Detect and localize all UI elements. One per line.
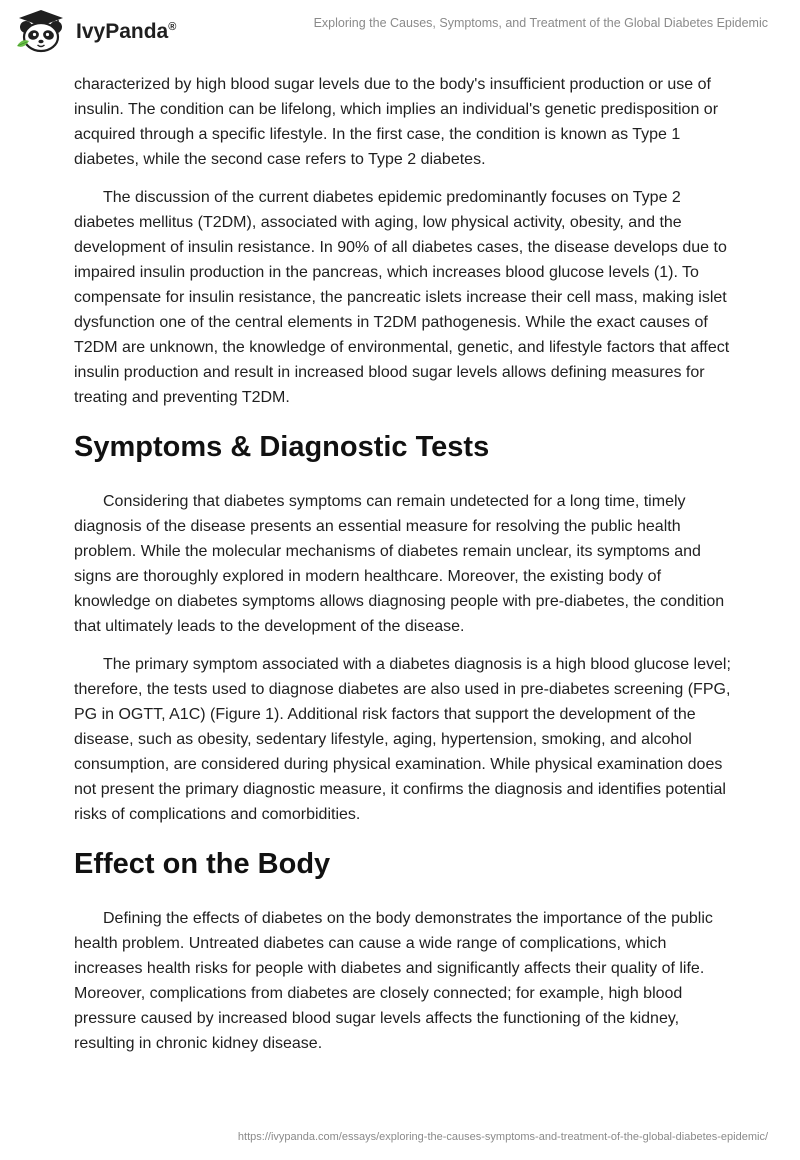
panda-graduate-icon [14, 8, 68, 54]
document-title: Exploring the Causes, Symptoms, and Treatment of the Global Diabetes Epidemic [313, 16, 768, 30]
paragraph-continuation: characterized by high blood sugar levels due to the body's insufficient production or use of insulin. The condition can be lifelong, which implies an individual's genetic predisposition or acquired through a specific lifestyle. In the first case, the condition is known as Type 1 diabetes, while the second case refers to Type 2 diabetes. [74, 76, 719, 168]
essay-content [74, 72, 734, 1056]
registered-mark: ® [168, 21, 177, 33]
paragraph-symptoms: Considering that diabetes symptoms can remain undetected for a long time, timely diagnosis of the disease presents an essential measure for resolving the public health problem. While the molecular mechanisms of diabetes remain unclear, its symptoms and signs are thoroughly explored in modern healthcare. Moreover, the existing body of knowledge on diabetes symptoms allows diagnosing people with pre-diabetes, the condition that ultimately leads to the development of the disease. [74, 493, 725, 635]
page-header [0, 0, 800, 60]
paragraph-t2dm: The discussion of the current diabetes epidemic predominantly focuses on Type 2 diabetes mellitus (T2DM), associated with aging, low physical activity, obesity, and the development of insulin resistance. In 90% of all diabetes cases, the disease develops due to impaired insulin production in the pancreas, which increases blood glucose levels (1). To compensate for insulin resistance, the pancreatic islets increase their cell mass, making islet dysfunction one of the central elements in T2DM pathogenesis. While the exact causes of T2DM are unknown, the knowledge of environmental, genetic, and lifestyle factors that affect insulin production and result in increased blood sugar levels allows defining measures for treating and preventing T2DM. [74, 189, 730, 406]
heading-symptoms-diagnostic-tests: Symptoms & Diagnostic Tests [74, 431, 490, 463]
heading-effect-on-body: Effect on the Body [74, 848, 331, 880]
ivypanda-logo[interactable] [14, 8, 176, 54]
paragraph-effects: Defining the effects of diabetes on the body demonstrates the importance of the public health problem. Untreated diabetes can cause a wide range of complications, which increases health risks for people with diabetes and significantly affects their quality of life. Moreover, complications from diabetes are closely connected; for example, high blood pressure caused by increased blood sugar levels affects the functioning of the kidney, resulting in chronic kidney disease. [74, 910, 713, 1052]
paragraph-diagnosis: The primary symptom associated with a diabetes diagnosis is a high blood glucose level; therefore, the tests used to diagnose diabetes are also used in pre-diabetes screening (FPG, PG in OGTT, A1C) (Figure 1). Additional risk factors that support the development of the disease, such as obesity, sedentary lifestyle, aging, hypertension, smoking, and alcohol consumption, are considered during physical examination. While physical examination does not present the primary diagnostic measure, it confirms the diagnosis and identifies potential risks of complications and comorbidities. [74, 656, 731, 823]
brand-name: IvyPanda® [76, 20, 177, 43]
source-url[interactable]: https://ivypanda.com/essays/exploring-the-causes-symptoms-and-treatment-of-the-global-diabetes-epidemic/ [237, 1131, 768, 1143]
